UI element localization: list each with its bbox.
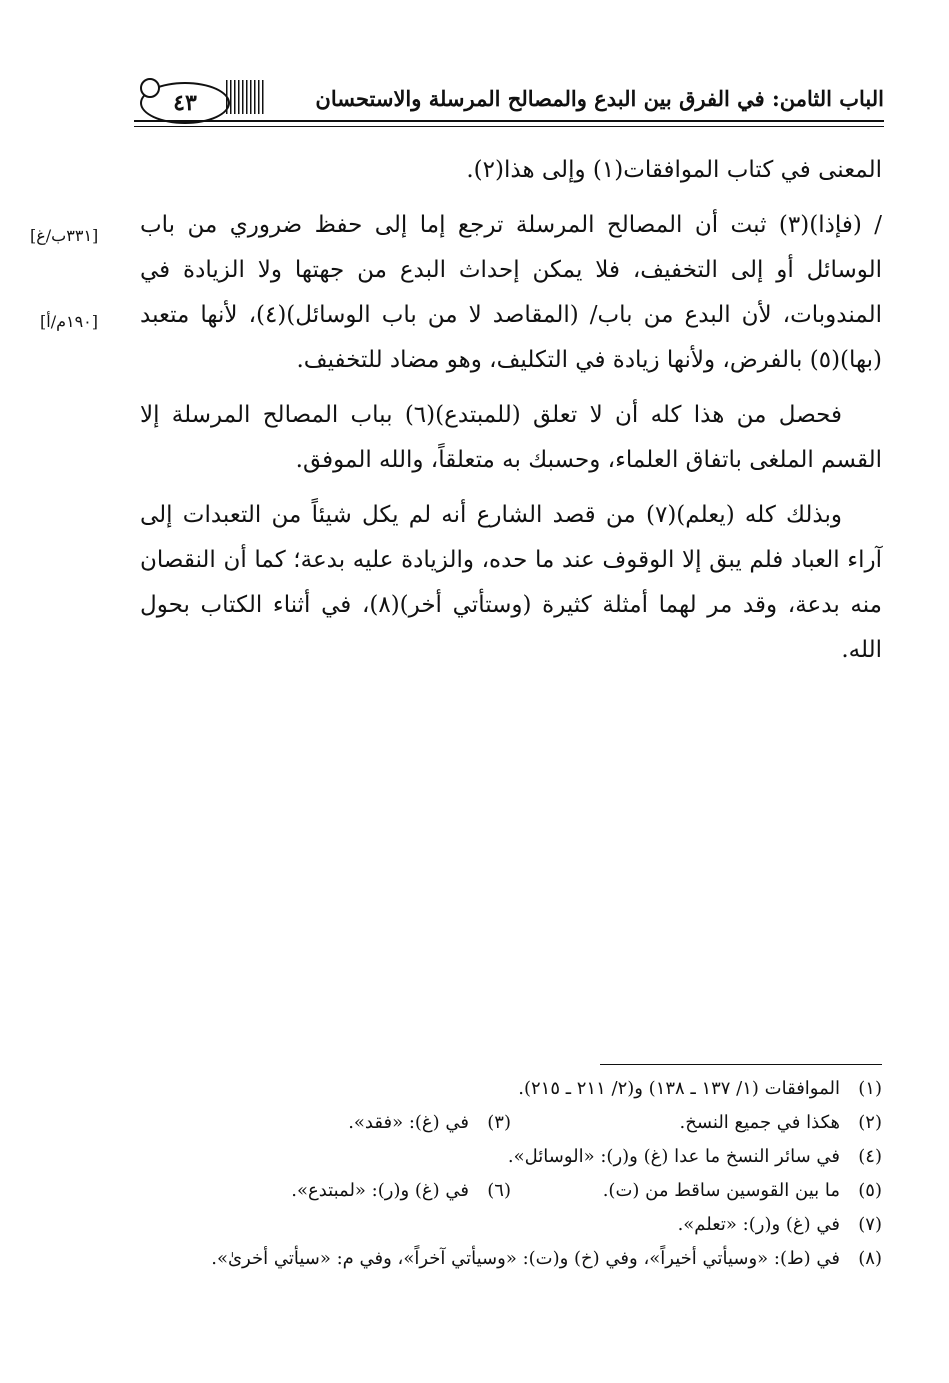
footnote-2	[511, 1106, 882, 1140]
footnote-text: هكذا في جميع النسخ.	[679, 1112, 840, 1133]
header-title: الباب الثامن: في الفرق بين البدع والمصالح المرسلة والاستحسان	[315, 86, 884, 111]
header-rule-thin	[134, 126, 884, 127]
ornament-curl-icon	[140, 78, 160, 98]
footnote-number: (٣)	[487, 1112, 511, 1133]
footnote-text: في سائر النسخ ما عدا (غ) و(ر): «الوسائل».	[507, 1146, 840, 1167]
footnote-6	[140, 1174, 511, 1208]
footnote-number: (٧)	[858, 1214, 882, 1235]
paragraph-1: المعنى في كتاب الموافقات(١) وإلى هذا(٢).	[466, 157, 882, 183]
page-number: ٤٣	[173, 90, 197, 116]
footnote-text: في (ط): «وسيأتي أخيراً»، وفي (خ) و(ت): «وسيأتي آخراً»، وفي م: «سيأتي أخرىٰ».	[211, 1248, 840, 1269]
footnote-row-5-6	[140, 1174, 882, 1208]
footnote-number: (٥)	[858, 1180, 882, 1201]
footnote-1	[140, 1072, 882, 1106]
paragraph-3: فحصل من هذا كله أن لا تعلق (للمبتدع)(٦) بباب المصالح المرسلة إلا القسم الملغى باتفاق العلماء، وحسبك به متعلقاً، والله الموفق.	[140, 402, 882, 473]
footnote-number: (١)	[858, 1078, 882, 1099]
paragraph-4: وبذلك كله (يعلم)(٧) من قصد الشارع أنه لم يكل شيئاً من التعبدات إلى آراء العباد فلم يبق إلا الوقوف عند ما حده، والزيادة عليه بدعة؛ كما أن النقصان منه بدعة، وقد مر لهما أمثلة كثيرة (وستأتي أخر)(٨)، في أثناء الكتاب بحول الله.	[140, 502, 882, 663]
footnote-text: في (غ) و(ر): «تعلم».	[677, 1214, 840, 1235]
footnote-3	[140, 1106, 511, 1140]
footnote-text: الموافقات (١/ ١٣٧ ـ ١٣٨) و(٢/ ٢١١ ـ ٢١٥).	[518, 1078, 840, 1099]
footnote-text: في (غ): «فقد».	[348, 1112, 469, 1133]
footnote-number: (٦)	[487, 1180, 511, 1201]
footnote-text: ما بين القوسين ساقط من (ت).	[602, 1180, 840, 1201]
footnotes	[140, 1072, 882, 1276]
footnote-4	[140, 1140, 882, 1174]
footnote-5	[511, 1174, 882, 1208]
body-text	[140, 148, 882, 683]
footnote-8	[140, 1242, 882, 1276]
footnote-number: (٨)	[858, 1248, 882, 1269]
margin-reference-2: [١٩٠م/أ]	[40, 312, 99, 331]
header-rule	[134, 120, 884, 122]
page-number-badge	[140, 82, 230, 124]
header-ornament	[226, 80, 266, 114]
paragraph-2: / (فإذا)(٣) ثبت أن المصالح المرسلة ترجع إما إلى حفظ ضروري من باب الوسائل أو إلى التخفيف، فلا يمكن إحداث البدع من جهتها ولا الزيادة في المندوبات، لأن البدع من باب/ (المقاصد لا من باب الوسائل)(٤)، لأنها متعبد (بها)(٥) بالفرض، ولأنها زيادة في التكليف، وهو مضاد للتخفيف.	[140, 212, 882, 373]
footnote-number: (٢)	[858, 1112, 882, 1133]
margin-reference-1: [٣٣١ب/غ]	[30, 226, 99, 245]
footnote-text: في (غ) و(ر): «لمبتدع».	[291, 1180, 469, 1201]
running-header	[134, 76, 884, 128]
footnote-7	[140, 1208, 882, 1242]
footnote-separator	[600, 1064, 882, 1065]
footnote-number: (٤)	[858, 1146, 882, 1167]
footnote-row-2-3	[140, 1106, 882, 1140]
